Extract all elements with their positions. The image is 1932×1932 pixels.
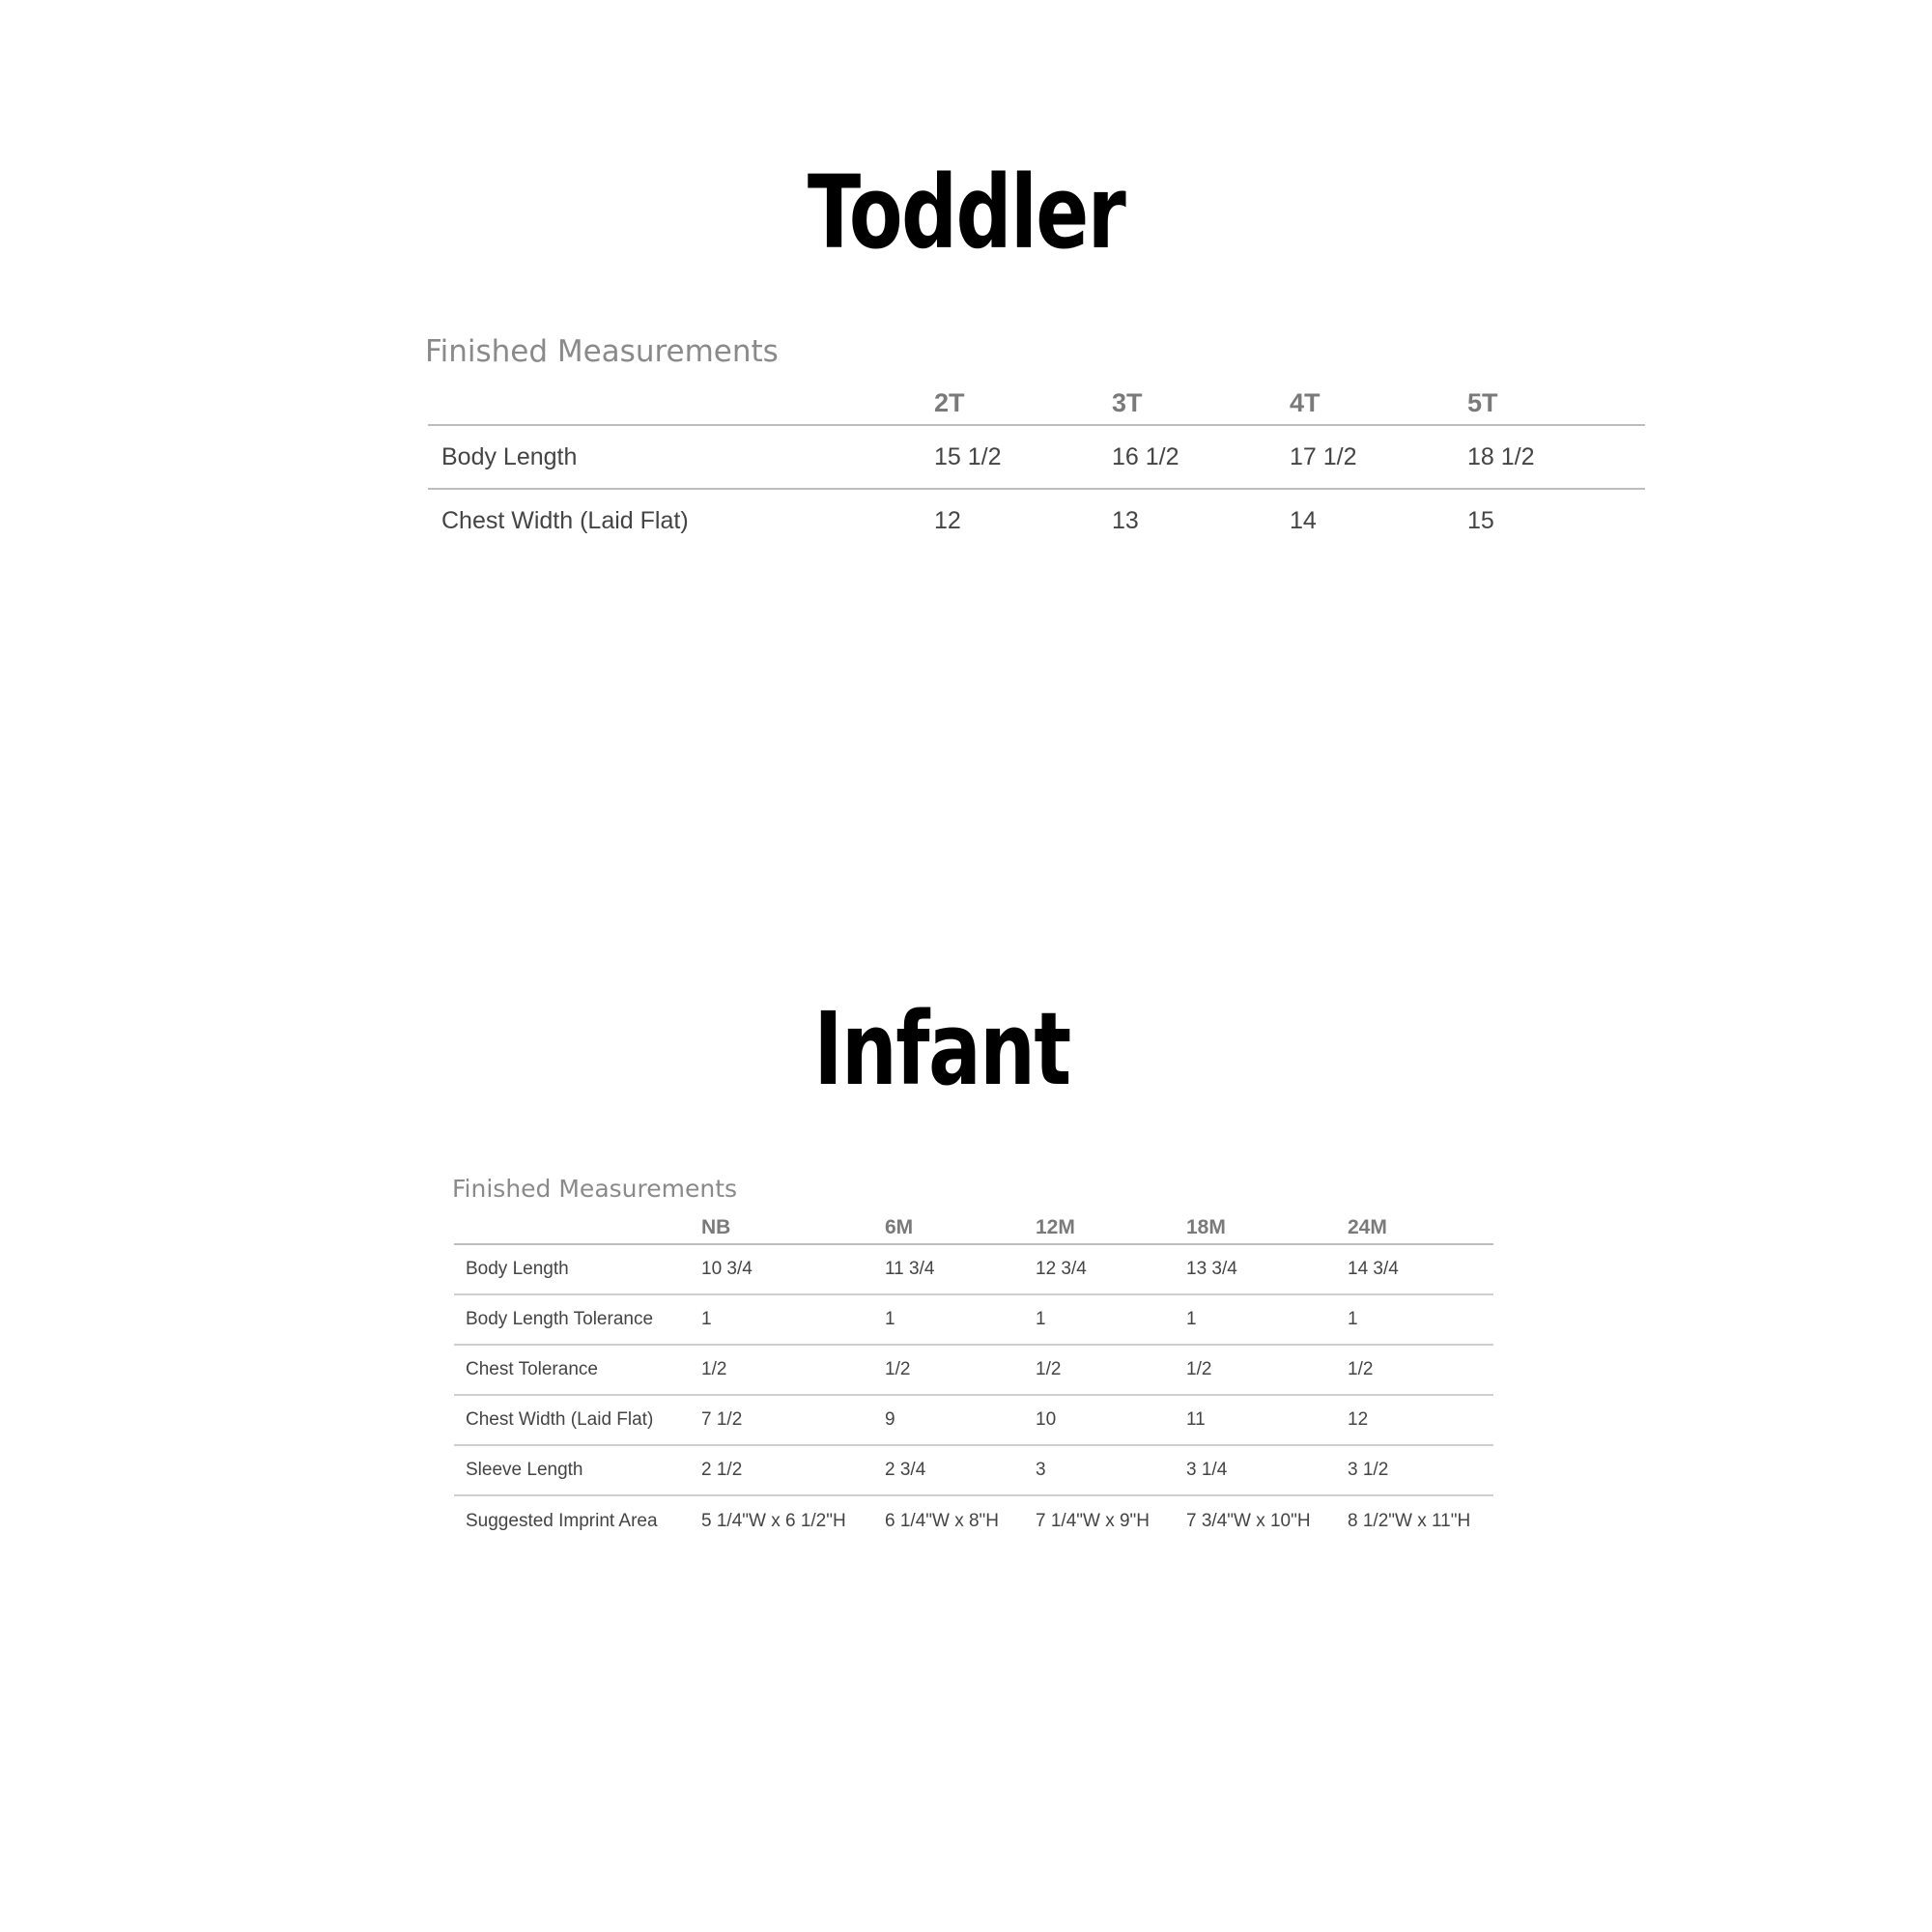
- table-cell: 18 1/2: [1467, 442, 1535, 470]
- column-header-6m: 6M: [885, 1216, 914, 1238]
- table-row: [454, 1244, 1493, 1294]
- table-cell: 3 1/2: [1348, 1460, 1389, 1480]
- infant-measurements-subtitle: Finished Measurements: [452, 1175, 738, 1203]
- row-label: Chest Tolerance: [466, 1359, 598, 1379]
- row-label: Chest Width (Laid Flat): [441, 507, 689, 534]
- table-row: [454, 1294, 1493, 1345]
- table-cell: 16 1/2: [1112, 442, 1179, 470]
- table-cell: 1: [1036, 1309, 1046, 1329]
- table-cell: 15: [1467, 507, 1494, 534]
- table-cell: 1: [1186, 1309, 1197, 1329]
- table-cell: 7 1/4"W x 9"H: [1036, 1510, 1151, 1531]
- column-header-3t: 3T: [1112, 388, 1143, 417]
- table-cell: 17 1/2: [1290, 442, 1357, 470]
- table-cell: 10 3/4: [701, 1259, 753, 1279]
- column-header: [428, 383, 934, 425]
- column-header-18m: 18M: [1186, 1216, 1226, 1238]
- table-cell: 13: [1112, 507, 1139, 534]
- table-cell: 2 3/4: [885, 1460, 926, 1480]
- table-cell: 3: [1036, 1460, 1046, 1480]
- table-cell: 1/2: [1036, 1359, 1062, 1379]
- table-cell: 7 3/4"W x 10"H: [1186, 1510, 1311, 1531]
- table-cell: 1/2: [701, 1359, 727, 1379]
- table-cell: 12 3/4: [1036, 1259, 1087, 1279]
- table-cell: 3 1/4: [1186, 1460, 1228, 1480]
- table-cell: 6 1/4"W x 8"H: [885, 1510, 1000, 1531]
- table-cell: 14: [1290, 507, 1317, 534]
- row-label: Suggested Imprint Area: [466, 1510, 658, 1531]
- row-label: Chest Width (Laid Flat): [466, 1409, 654, 1430]
- toddler-measurements-subtitle: Finished Measurements: [425, 334, 779, 369]
- table-row: [454, 1345, 1493, 1395]
- table-row: [428, 425, 1645, 489]
- table-cell: 1: [885, 1309, 895, 1329]
- table-header-row: [428, 383, 1645, 425]
- table-cell: 7 1/2: [701, 1409, 743, 1430]
- table-row: [454, 1395, 1493, 1445]
- table-cell: 2 1/2: [701, 1460, 743, 1480]
- table-cell: 12: [1348, 1409, 1369, 1430]
- infant-size-table: [454, 1213, 1493, 1546]
- table-cell: 8 1/2"W x 11"H: [1348, 1510, 1471, 1531]
- column-header-nb: NB: [701, 1216, 731, 1238]
- table-cell: 1/2: [885, 1359, 911, 1379]
- table-cell: 10: [1036, 1409, 1057, 1430]
- table-cell: 14 3/4: [1348, 1259, 1399, 1279]
- infant-section-title: Infant: [813, 990, 1070, 1108]
- toddler-size-table: [428, 383, 1645, 553]
- row-label: Sleeve Length: [466, 1460, 583, 1480]
- column-header: [454, 1213, 701, 1244]
- table-cell: 15 1/2: [934, 442, 1002, 470]
- column-header-24m: 24M: [1348, 1216, 1387, 1238]
- table-cell: 1: [701, 1309, 712, 1329]
- table-cell: 11 3/4: [885, 1259, 935, 1279]
- row-label: Body Length Tolerance: [466, 1309, 654, 1329]
- column-header-12m: 12M: [1036, 1216, 1075, 1238]
- column-header-5t: 5T: [1467, 388, 1498, 417]
- column-header-2t: 2T: [934, 388, 965, 417]
- table-row: [454, 1445, 1493, 1495]
- row-label: Body Length: [466, 1259, 569, 1279]
- table-cell: 5 1/4"W x 6 1/2"H: [701, 1510, 846, 1531]
- table-cell: 12: [934, 507, 961, 534]
- table-cell: 11: [1186, 1409, 1206, 1430]
- table-cell: 9: [885, 1409, 895, 1430]
- table-row: [428, 489, 1645, 553]
- table-cell: 1/2: [1348, 1359, 1374, 1379]
- row-label: Body Length: [441, 442, 578, 470]
- table-row: [454, 1495, 1493, 1546]
- table-cell: 1: [1348, 1309, 1358, 1329]
- toddler-section-title: Toddler: [807, 154, 1125, 271]
- table-cell: 13 3/4: [1186, 1259, 1237, 1279]
- table-cell: 1/2: [1186, 1359, 1212, 1379]
- column-header-4t: 4T: [1290, 388, 1321, 417]
- table-header-row: [454, 1213, 1493, 1244]
